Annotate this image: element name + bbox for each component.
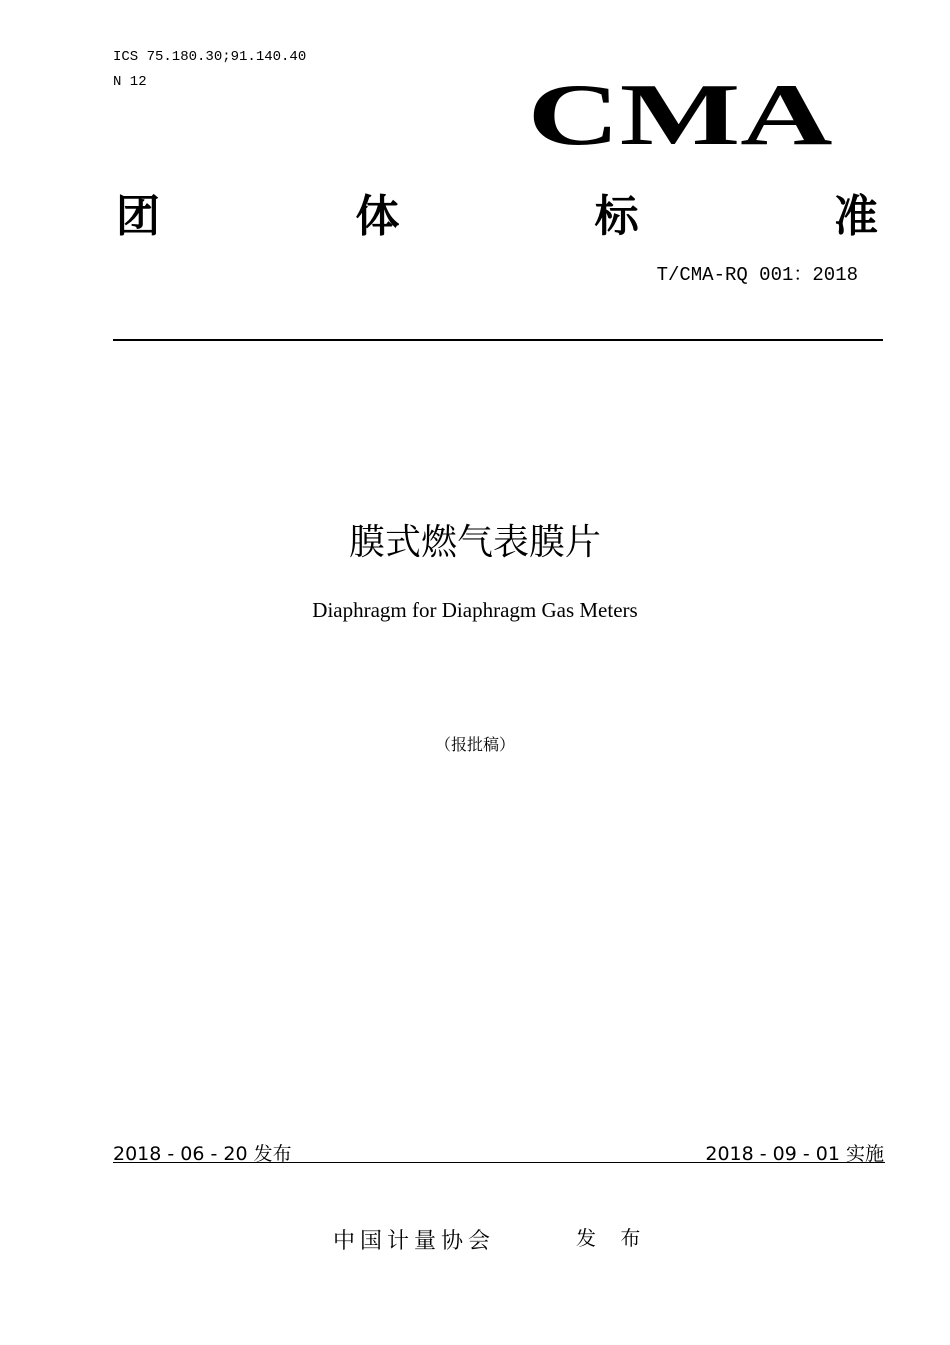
issue-date: 2018 - 06 - 20 发布 [113, 1143, 292, 1165]
ics-code: ICS 75.180.30;91.140.40 [113, 49, 307, 65]
standard-number: T/CMA-RQ 001：2018 [656, 264, 858, 286]
standard-type-char: 标 [594, 191, 639, 242]
publish-label: 发 布 [576, 1226, 650, 1250]
standard-type-char: 团 [116, 191, 160, 242]
standard-type-char: 准 [833, 191, 878, 242]
implementation-date: 2018 - 09 - 01 实施 [705, 1143, 884, 1165]
ccs-code: N 12 [113, 74, 147, 90]
footer-divider [113, 1162, 885, 1163]
draft-status-note: （报批稿） [434, 735, 515, 754]
logo-text: CMA [527, 68, 833, 158]
cma-logo [525, 68, 835, 158]
document-title-zh: 膜式燃气表膜片 [348, 522, 601, 563]
standard-type-char: 体 [355, 191, 400, 242]
document-title-en: Diaphragm for Diaphragm Gas Meters [312, 598, 638, 622]
header-divider [113, 339, 883, 341]
publisher-name: 中国计量协会 [333, 1229, 496, 1254]
standard-type-heading [116, 180, 878, 244]
